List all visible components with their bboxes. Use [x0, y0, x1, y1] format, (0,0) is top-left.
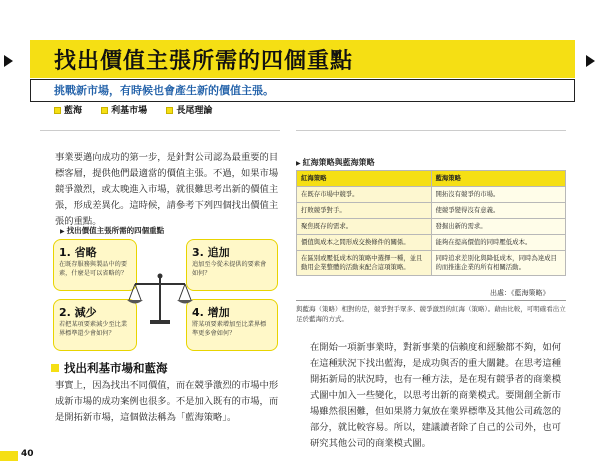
page-subtitle: 挑戰新市場，有時候也會產生新的價值主張。	[54, 84, 274, 97]
arrow-right-icon	[586, 55, 595, 67]
tag-bullet-icon	[101, 107, 108, 114]
table-cell: 打敗競爭對手。	[297, 203, 432, 219]
header-red-ocean: 紅海策略	[297, 171, 432, 187]
intro-paragraph: 事業要邁向成功的第一步，是針對公司認為最重要的目標客層，提供他們最適當的價值主張。不過，如果市場競爭激烈，或太晚進入市場，就很難思考出新的價值主張，形成差異化。這時候，請參考下列四個找出價值主張的重點。	[55, 152, 279, 227]
tag-bullet-icon	[54, 107, 61, 114]
keyword-tag-label: 長尾理論	[176, 106, 213, 116]
point-card-desc: 追加至今從未提供的要素會如何？	[192, 261, 267, 277]
table-caption-text: 紅海策略與藍海策略	[302, 158, 375, 167]
table-note: 與藍海（策略）相對的是，競爭對手眾多、競爭激烈的紅海（策略）。藉由比較，可明確看出立足於藍海的方式。	[296, 305, 566, 323]
figure-caption-text: 找出價值主張所需的四個重點	[66, 226, 165, 235]
section-paragraph: 事實上，因為找出不同價值，而在競爭激烈的市場中形成新市場的成功案例也很多。不是加入既有的市場，而是開拓新市場，這個做法稱為「藍海策略」。	[55, 380, 279, 423]
point-card-add	[186, 239, 278, 291]
table-row	[297, 235, 566, 251]
keyword-tag	[54, 103, 82, 116]
table-cell: 使競爭變得沒有意義。	[431, 203, 566, 219]
keyword-tag-label: 利基市場	[111, 106, 148, 116]
page-marker	[0, 451, 18, 461]
page-title: 找出價值主張所需的四個重點	[54, 49, 354, 74]
table-cell: 在既存市場中競爭。	[297, 187, 432, 203]
point-card-title: 1. 省略	[59, 246, 97, 259]
balance-scale-icon	[125, 270, 195, 330]
table-row	[297, 203, 566, 219]
section-marker-icon	[51, 364, 59, 372]
table-row	[297, 251, 566, 276]
figure-caption	[60, 225, 164, 236]
point-card-increase	[186, 299, 278, 351]
arrow-right-icon	[4, 55, 13, 67]
divider	[296, 130, 566, 131]
table-cell: 同時追求差別化與降低成本，同時為達成目的而推進企業的所有相關活動。	[431, 251, 566, 276]
point-card-desc: 若把某項要素減少至比業界標準還少會如何？	[59, 321, 128, 337]
page-number: 40	[21, 449, 34, 459]
table-header-row	[297, 171, 566, 187]
table-row	[297, 187, 566, 203]
point-card-title: 4. 增加	[192, 306, 230, 319]
keyword-tag	[101, 103, 147, 116]
keyword-tag-label: 藍海	[64, 106, 83, 116]
triangle-right-icon: ▶	[296, 160, 301, 167]
divider	[40, 130, 280, 131]
header-blue-ocean: 藍海策略	[431, 171, 566, 187]
table-cell: 發掘出新的需求。	[431, 219, 566, 235]
table-cell: 聚焦既存的需求。	[297, 219, 432, 235]
table-cell: 在區別或壓低成本的策略中選擇一種，並且動用企業整體的活動來配合這項策略。	[297, 251, 432, 276]
divider	[296, 300, 566, 301]
section-heading: 找出利基市場和藍海	[64, 361, 168, 375]
tag-bullet-icon	[166, 107, 173, 114]
strategy-comparison-table	[296, 170, 566, 276]
point-card-title: 3. 追加	[192, 246, 230, 259]
keyword-tag	[166, 103, 212, 116]
point-card-desc: 在既存服務與製品中的要素，什麼是可以省略的？	[59, 261, 128, 277]
point-card-desc: 將某項要素增加至比業界標準更多會如何？	[192, 321, 267, 337]
right-paragraph: 在開始一項新事業時，對新事業的信賴度和經驗都不夠，如何在這種狀況下找出藍海，是成功與否的重大關鍵。在思考這種開拓新局的狀況時，也有一種方法，是在現有競爭者的商業模式圖中加入一些變化，以思考出新的商業模式。要開創全新市場雖然很困難，但如果將力氣放在業界標準及其他公司疏忽的部分，就比較容易。所以，建議讀者除了自己的公司外，也可研究其他公司的商業模式圖。	[310, 342, 562, 449]
table-cell: 能夠在提高價值的同時壓低成本。	[431, 235, 566, 251]
keyword-tags	[54, 103, 228, 117]
point-card-title: 2. 減少	[59, 306, 97, 319]
table-source: 出處：《藍海策略》	[490, 289, 550, 297]
table-row	[297, 219, 566, 235]
table-cell: 開拓沒有競爭的市場。	[431, 187, 566, 203]
table-caption	[296, 157, 375, 168]
triangle-right-icon: ▶	[60, 228, 65, 235]
table-cell: 價值與成本之間形成交換條件的關係。	[297, 235, 432, 251]
